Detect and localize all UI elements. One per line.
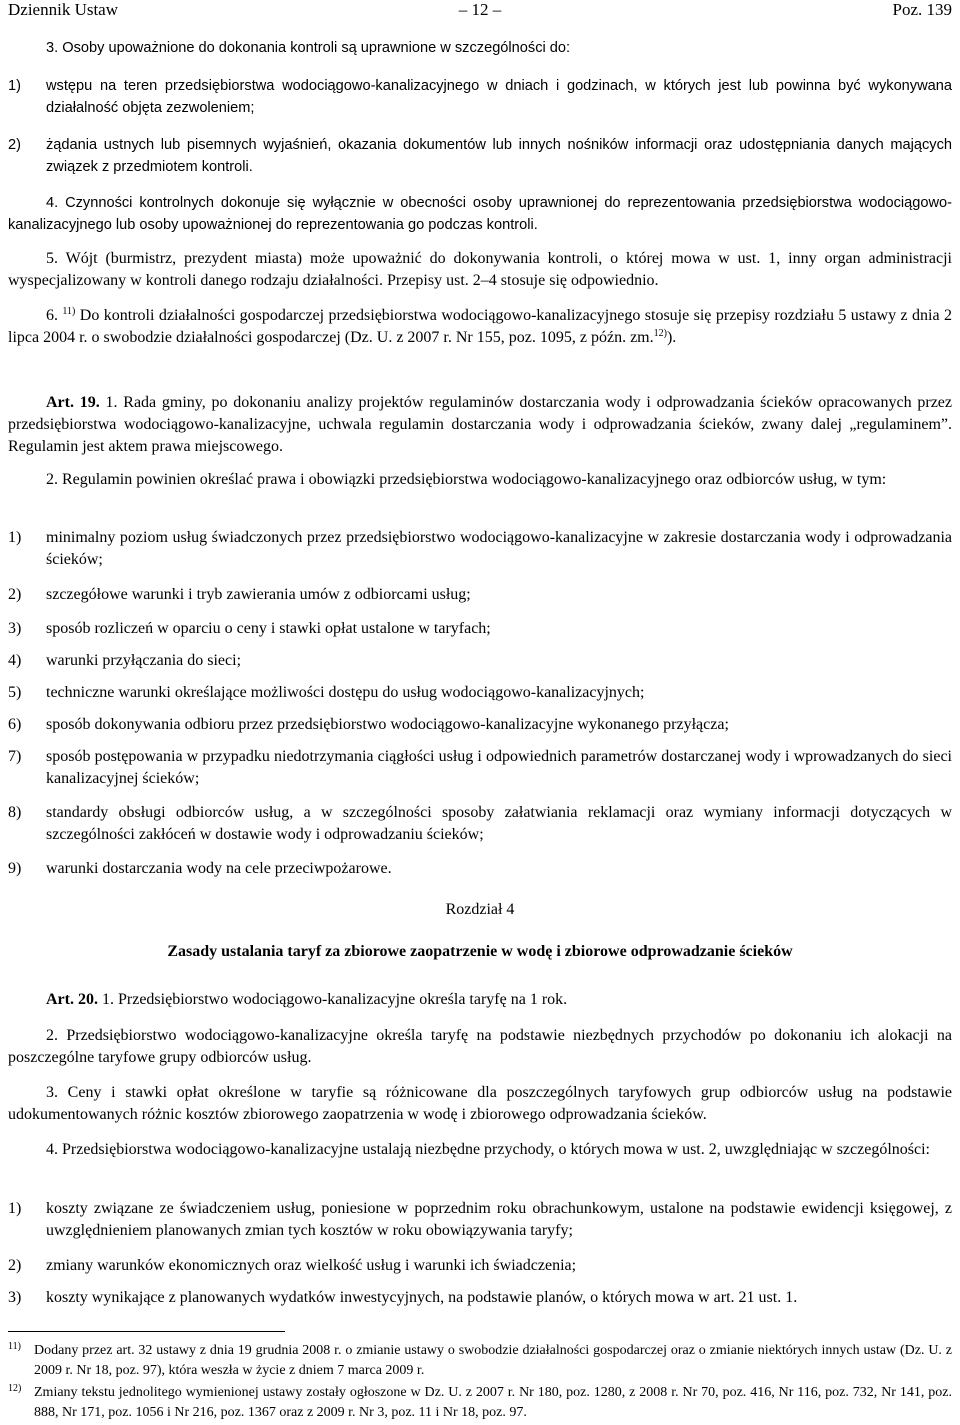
paragraph-5: 5. Wójt (burmistrz, prezydent miasta) może upoważnić do dokonywania kontroli, o której mowa w ust. 1, inny organ administracji wyspecjalizowany w kontroli danego rodzaju działalności. Przepisy ust. 2–4 stosuje się odpowiednio. [8,250,952,289]
list-item [8,584,952,606]
footnote-ref-11: 11) [62,306,76,317]
paragraph-4: 4. Czynności kontrolnych dokonuje się wyłącznie w obecności osoby uprawnionej do reprezentowania przedsiębiorstwa wodociągowo-kanalizacyjnego lub osoby upoważnionej do reprezentowania go podczas kontroli. [8,195,952,233]
footnote-text: Dodany przez art. 32 ustawy z dnia 19 grudnia 2008 r. o zmianie ustawy o swobodzie działalności gospodarczej oraz o zmianie niektórych innych ustaw (Dz. U. z 2009 r. Nr 18, poz. 97), która weszła w życie z dniem 7 marca 2009 r. [34,1343,952,1378]
list-item-number: 1) [8,529,22,546]
list-item-text: sposób postępowania w przypadku niedotrzymania ciągłości usług i odpowiednich parametrów dostarczanej wody i wprowadzanych do sieci kanalizacyjnej ścieków; [46,748,952,787]
list-item-number: 9) [8,860,22,877]
page-header [8,0,952,22]
list-item-text: techniczne warunki określające możliwości dostępu do usług wodociągowo-kanalizacyjnych; [46,684,645,701]
list-item-text: wstępu na teren przedsiębiorstwa wodociągowo-kanalizacyjnego w dniach i godzinach, w których jest lub powinna być wykonywana działalność objęta zezwoleniem; [46,78,952,116]
list-item-text: standardy obsługi odbiorców usług, a w szczególności sposoby załatwiania reklamacji oraz wymiany informacji dotyczących w szczególności zakłóceń w dostawie wody i odprowadzaniu ścieków; [46,804,952,843]
list-item-text: zmiany warunków ekonomicznych oraz wielkość usług i warunki ich świadczenia; [46,1257,577,1274]
paragraph-6: 6. $^{11)}$ Do kontroli działalności gospodarczej przedsiębiorstwa wodociągowo-kanalizacyjnego stosuje się przepisy rozdziału 5 ustawy z dnia 2 lipca 2004 r. o swobodzie działalności gospodarczej (Dz. U. z 2007 r. Nr 155, poz. 1095, z późn. zm.$^{12)}$). [8,306,952,346]
list-item-text: warunki dostarczania wody na cele przeciwpożarowe. [46,860,392,877]
list-item-text: sposób dokonywania odbioru przez przedsiębiorstwo wodociągowo-kanalizacyjne wykonanego przyłącza; [46,716,729,733]
chapter-title: Zasady ustalania taryf za zbiorowe zaopatrzenie w wodę i zbiorowe odprowadzanie ścieków [167,943,793,960]
article-label: Art. 19. [46,394,100,411]
list-item [8,858,952,880]
paragraph-3-intro: 3. Osoby upoważnione do dokonania kontroli są uprawnione w szczególności do: [46,40,571,56]
article-20-para-4: 4. Przedsiębiorstwa wodociągowo-kanalizacyjne ustalają niezbędne przychody, o których mowa w ust. 2, uwzględniając w szczególności: [46,1141,930,1158]
list-item-number: 6) [8,716,22,733]
footnote-number: 11) [8,1341,21,1352]
list-item-number: 3) [8,1289,22,1306]
list-item-number: 7) [8,748,22,765]
list-item-text: koszty związane ze świadczeniem usług, poniesione w poprzednim roku obrachunkowym, ustalone na podstawie ewidencji księgowej, z uwzględnieniem planowanych zmian tych kosztów w roku obowiązywania taryfy; [46,1200,952,1239]
list-item [8,714,952,736]
list-item-number: 4) [8,652,22,669]
list-item-text: koszty wynikające z planowanych wydatków inwestycyjnych, na podstawie planów, o których mowa w art. 21 ust. 1. [46,1289,798,1306]
article-20-para-2: 2. Przedsiębiorstwo wodociągowo-kanalizacyjne określa taryfę na podstawie niezbędnych przychodów po dokonaniu ich alokacji na poszczególne taryfowe grupy odbiorców usług. [8,1027,952,1066]
article-19-para-2: 2. Regulamin powinien określać prawa i obowiązki przedsiębiorstwa wodociągowo-kanalizacyjnego oraz odbiorców usług, w tym: [46,471,887,488]
article-20-para-3: 3. Ceny i stawki opłat określone w taryfie są różnicowane dla poszczególnych taryfowych grup odbiorców usług na podstawie udokumentowanych różnic kosztów zbiorowego zaopatrzenia w wodę i zbiorowego odprowadzania ścieków. [8,1084,952,1123]
footnote [8,1341,952,1381]
list-item-text: szczegółowe warunki i tryb zawierania umów z odbiorcami usług; [46,586,471,603]
list-item-number: 1) [8,1200,22,1217]
article-19-para-1: Art. 19. 1. Rada gminy, po dokonaniu analizy projektów regulaminów dostarczania wody i odprowadzania ścieków opracowanych przez przedsiębiorstwa wodociągowo-kanalizacyjne, uchwala regulamin dostarczania wody i odprowadzania ścieków, zwany dalej „regulaminem”. Regulamin jest aktem prawa miejscowego. [8,394,952,455]
list-item [8,618,952,640]
list-item-number: 5) [8,684,22,701]
list-item-number: 3) [8,620,22,637]
list-item [8,75,952,119]
list-item [8,746,952,790]
list-item [8,527,952,571]
list-item [8,802,952,846]
list-item-number: 2) [8,586,22,603]
list-item [8,134,952,178]
list-item [8,1198,952,1242]
list-item-text: warunki przyłączania do sieci; [46,652,242,669]
list-item-text: sposób rozliczeń w oparciu o ceny i stawki opłat ustalone w taryfach; [46,620,491,637]
list-item [8,650,952,672]
list-item-number: 2) [8,1257,22,1274]
list-item-number: 1) [8,78,21,94]
page-number: – 12 – [458,0,502,19]
article-20-para-1: Art. 20. 1. Przedsiębiorstwo wodociągowo-kanalizacyjne określa taryfę na 1 rok. [46,991,568,1008]
footnote-ref-12: 12) [653,328,667,339]
footnote-text: Zmiany tekstu jednolitego wymienionej ustawy zostały ogłoszone w Dz. U. z 2007 r. Nr 180, poz. 1280, z 2008 r. Nr 70, poz. 416, Nr 116, poz. 732, Nr 141, poz. 888, Nr 171, poz. 1056 i Nr 216, poz. 1367 oraz z 2009 r. Nr 3, poz. 11 i Nr 18, poz. 97. [34,1385,952,1420]
list-item-number: 2) [8,137,21,153]
list-item [8,1287,952,1309]
footnote-number: 12) [8,1383,22,1394]
list-item [8,682,952,704]
list-item [8,1255,952,1277]
article-label: Art. 20. [46,991,98,1008]
footnote [8,1383,952,1423]
chapter-number: Rozdział 4 [445,901,515,918]
list-item-number: 8) [8,804,22,821]
footnote-separator [8,1331,285,1332]
journal-title: Dziennik Ustaw [8,0,119,19]
position-number: Poz. 139 [892,0,952,19]
list-item-text: żądania ustnych lub pisemnych wyjaśnień, okazania dokumentów lub innych nośników informacji oraz udostępniania danych mających związek z przedmiotem kontroli. [46,137,952,175]
list-item-text: minimalny poziom usług świadczonych przez przedsiębiorstwo wodociągowo-kanalizacyjne w zakresie dostarczania wody i odprowadzania ścieków; [46,529,952,568]
